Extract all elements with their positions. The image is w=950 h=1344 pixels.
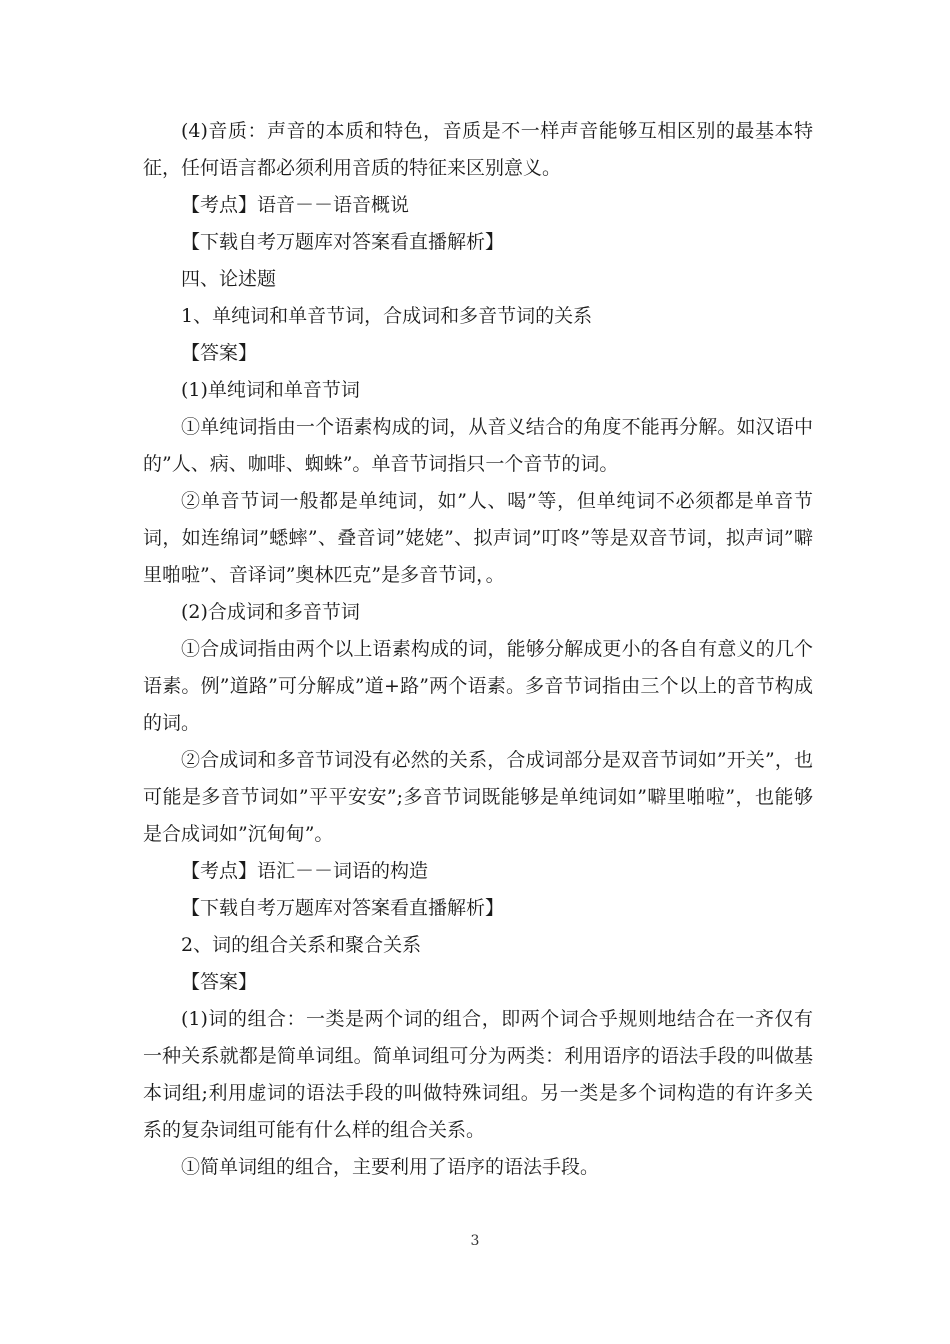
question-1-title: 1、单纯词和单音节词，合成词和多音节词的关系: [181, 305, 593, 327]
answer-label: 【答案】: [181, 971, 258, 993]
answer-label: 【答案】: [181, 342, 258, 364]
answer-paragraph: ②合成词和多音节词没有必然的关系，合成词部分是双音节词如”开关”，也可能是多音节词如”平平安安”;多音节词既能够是单纯词如”噼里啪啦”，也能够是合成词如”沉甸甸”。: [143, 749, 813, 845]
section-heading-essay: 四、论述题: [181, 268, 277, 290]
paragraph-download-note: 【下载自考万题库对答案看直播解析】: [181, 231, 505, 253]
paragraph-exam-point: 【考点】语汇－－词语的构造: [181, 860, 429, 882]
answer-paragraph: (1)词的组合：一类是两个词的组合，即两个词合乎规则地结合在一齐仅有一种关系就都是简单词组。简单词组可分为两类：利用语序的语法手段的叫做基本词组;利用虚词的语法手段的叫做特殊词组。另一类是多个词构造的有许多关系的复杂词组可能有什么样的组合关系。: [143, 1008, 813, 1141]
answer-subheading-2: (2)合成词和多音节词: [181, 601, 360, 623]
answer-subheading-1: (1)单纯词和单音节词: [181, 379, 360, 401]
answer-paragraph: ①简单词组的组合，主要利用了语序的语法手段。: [181, 1156, 600, 1178]
paragraph-download-note: 【下载自考万题库对答案看直播解析】: [181, 897, 505, 919]
paragraph-exam-point: 【考点】语音－－语音概说: [181, 194, 410, 216]
page-number: 3: [470, 1233, 480, 1249]
page-content: [143, 113, 813, 1186]
question-2-title: 2、词的组合关系和聚合关系: [181, 934, 422, 956]
answer-paragraph: ①单纯词指由一个语素构成的词，从音义结合的角度不能再分解。如汉语中的”人、病、咖啡、蜘蛛”。单音节词指只一个音节的词。: [143, 416, 813, 475]
paragraph-voice-quality: (4)音质：声音的本质和特色，音质是不一样声音能够互相区别的最基本特征，任何语言都必须利用音质的特征来区别意义。: [143, 120, 813, 179]
answer-paragraph: ②单音节词一般都是单纯词，如”人、喝”等，但单纯词不必须都是单音节词，如连绵词”蟋蟀”、叠音词”姥姥”、拟声词”叮咚”等是双音节词，拟声词”噼里啪啦”、音译词”奥林匹克”是多音节词，。: [143, 490, 813, 586]
answer-paragraph: ①合成词指由两个以上语素构成的词，能够分解成更小的各自有意义的几个语素。例”道路”可分解成”道+路”两个语素。多音节词指由三个以上的音节构成的词。: [143, 638, 813, 734]
